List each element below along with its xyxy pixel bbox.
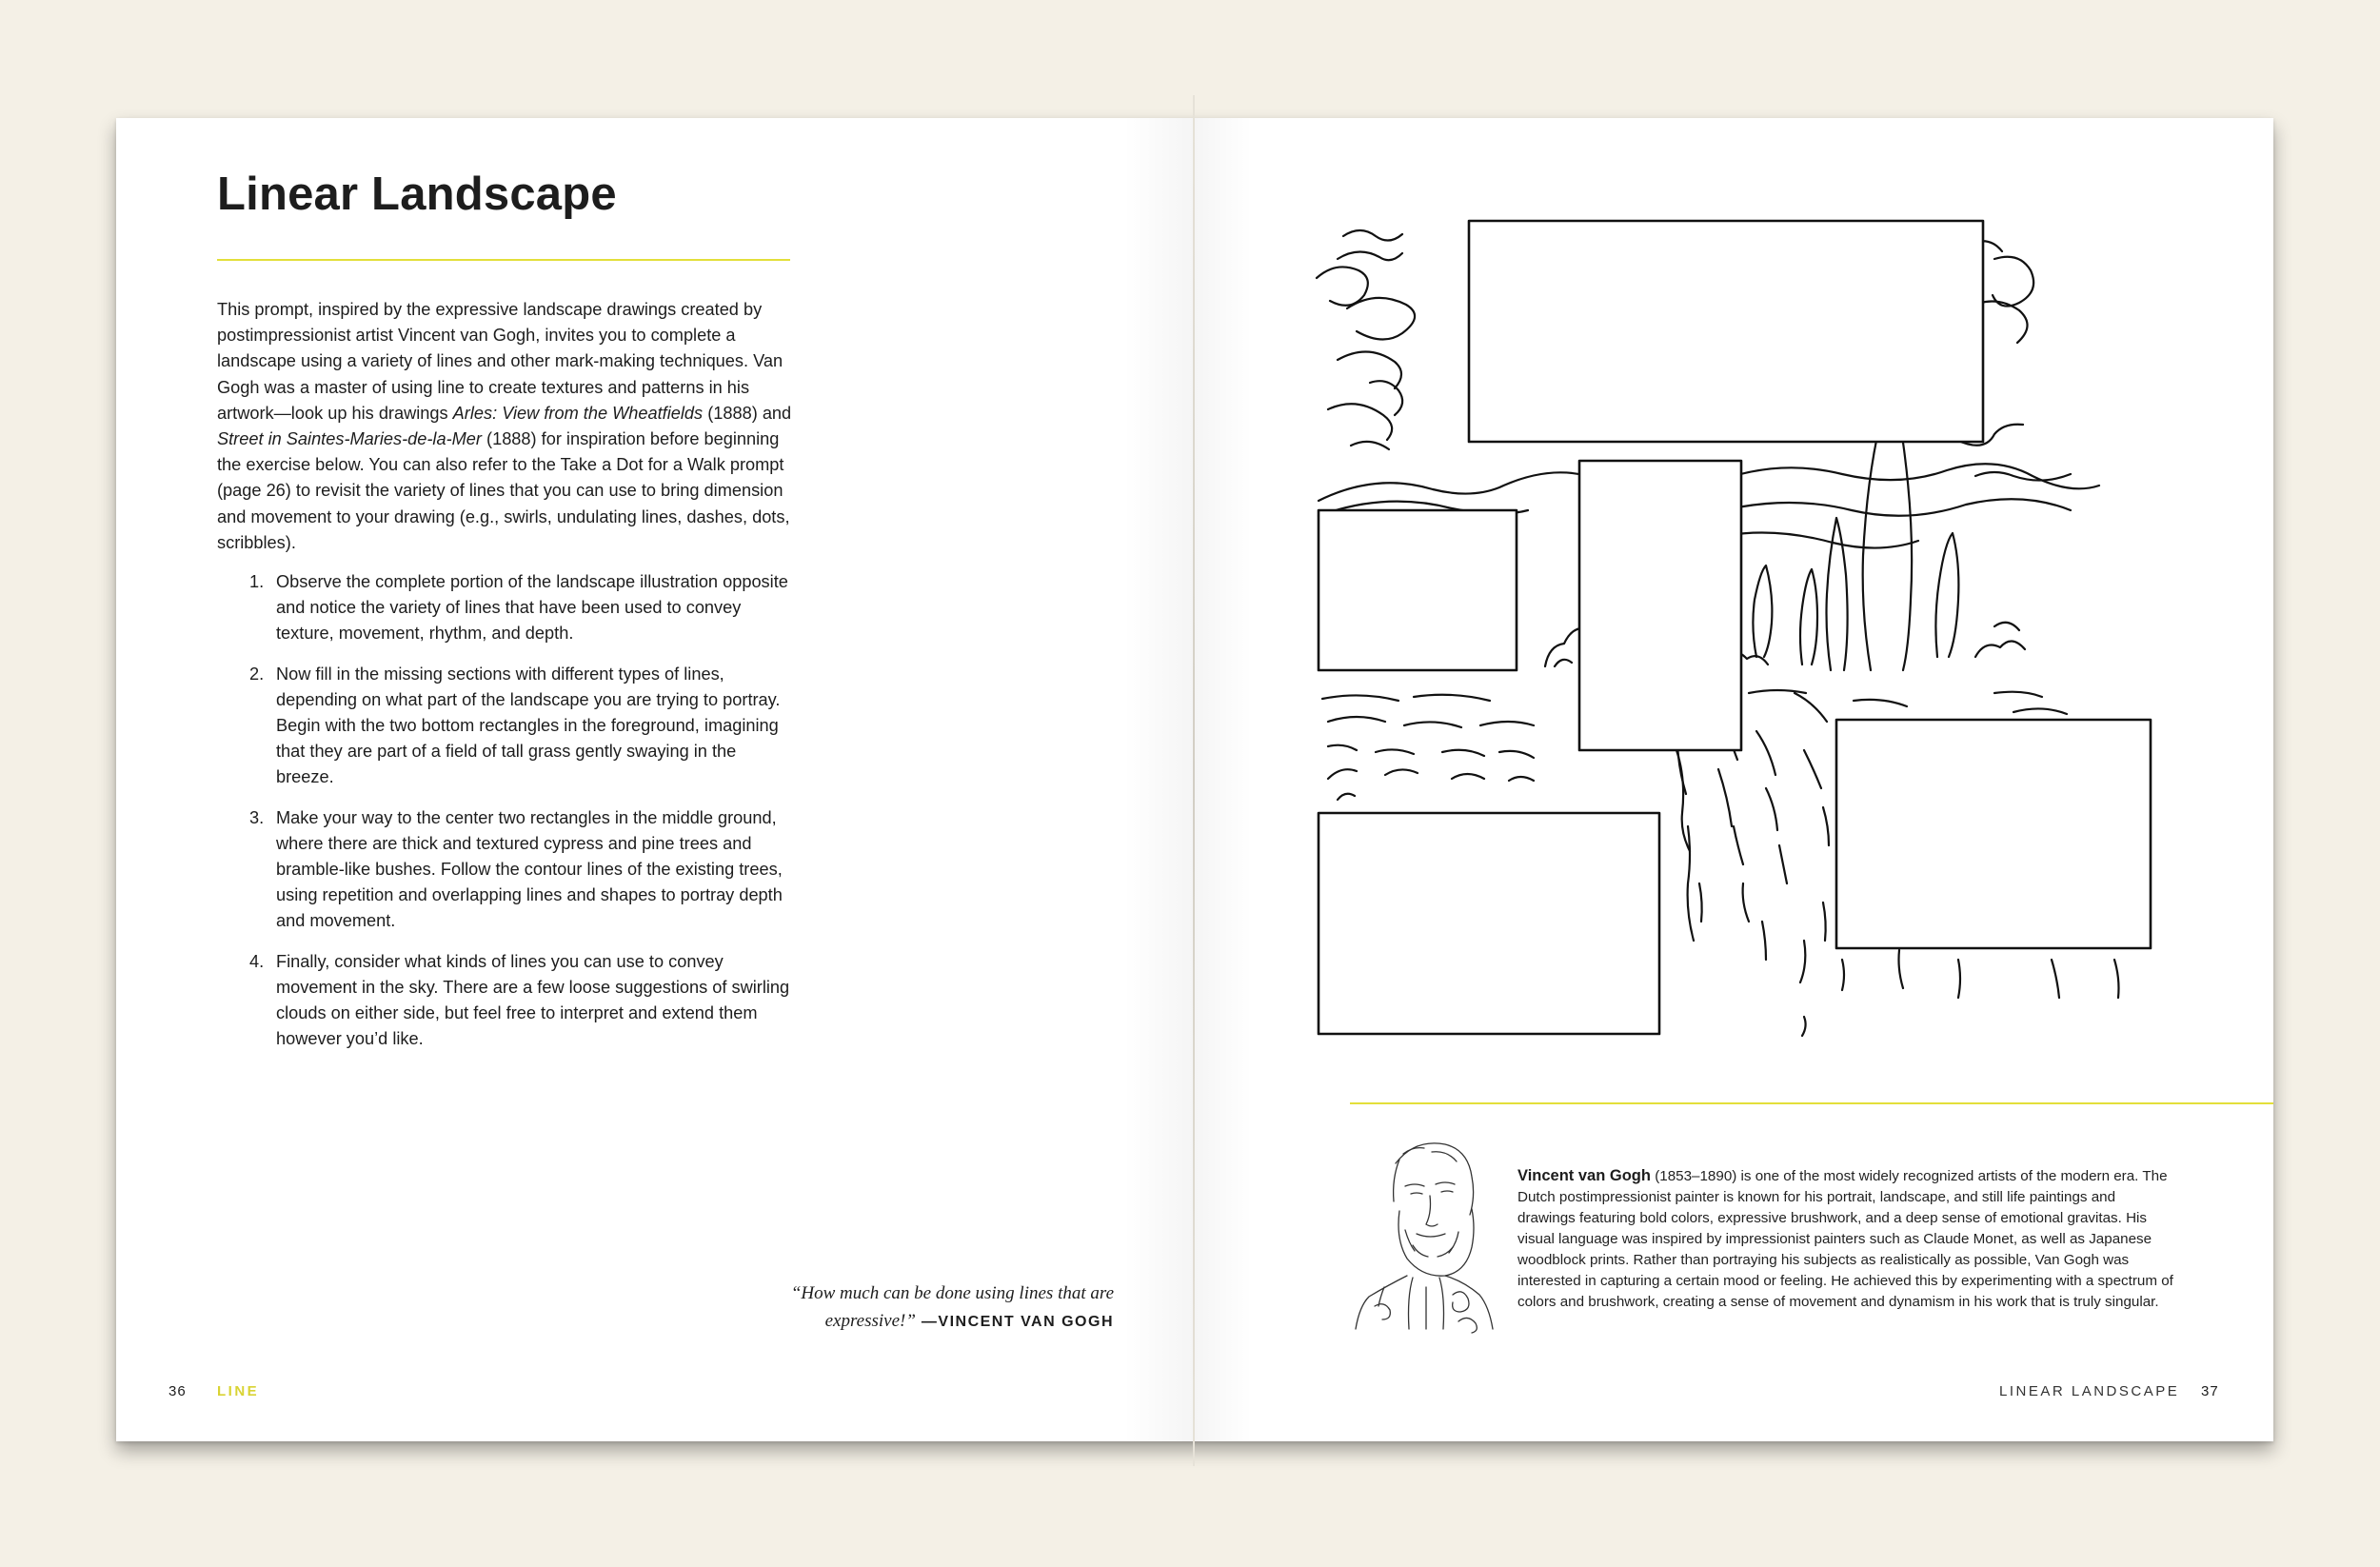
book-gutter — [1193, 95, 1195, 1466]
instruction-list — [249, 569, 794, 1066]
quote-line-1: “How much can be done using lines that are — [790, 1283, 1114, 1303]
quote-attribution: —VINCENT VAN GOGH — [915, 1314, 1114, 1330]
list-item — [249, 662, 794, 791]
pull-quote — [752, 1279, 1114, 1336]
step-text: Observe the complete portion of the landscape illustration opposite and notice the variety of lines that have been used to convey texture, movement, rhythm, and depth. — [276, 572, 788, 644]
blank-rectangle-sky — [1469, 221, 1983, 442]
step-number: 3. — [249, 807, 265, 827]
step-text: Now fill in the missing sections with different types of lines, depending on what part of the landscape you are trying to portray. Begin with the two bottom rectangles in the foreground, imagining that they are part of a field of tall grass gently swaying in the breeze. — [276, 664, 781, 787]
artist-bio — [1517, 1165, 2174, 1313]
section-label-right: LINEAR LANDSCAPE — [1999, 1383, 2180, 1399]
step-number: 4. — [249, 951, 265, 971]
step-text: Finally, consider what kinds of lines you can use to convey movement in the sky. There are a few loose suggestions of swirling clouds on either side, but feel free to interpret and extend them however you’d like. — [276, 951, 790, 1049]
blank-rectangle-left-middle — [1319, 510, 1517, 670]
blank-rectangle-left-bottom — [1319, 813, 1659, 1034]
artist-bio-text: (1853–1890) is one of the most widely recognized artists of the modern era. The Dutch postimpressionist painter is known for his portrait, landscape, and still life paintings and drawings featuring bold colors, expressive brushwork, and a deep sense of emotional gravitas. His visual language was inspired by impressionist painters such as Claude Monet, as well as Japanese woodblock prints. Rather than portraying his subjects as realistically as possible, Van Gogh was interested in capturing a certain mood or feeling. He achieved this by experimenting with a spectrum of colors and brushwork, creating a sense of movement and dynamism in his work that is truly singular. — [1517, 1168, 2173, 1310]
quote-line-2: expressive!” — [824, 1311, 916, 1331]
title-rule — [217, 259, 790, 261]
blank-rectangle-center-middle — [1579, 461, 1741, 750]
intro-text-3: (1888) for inspiration before beginning the exercise below. You can also refer to the Take a Dot for a Walk prompt (page 26) to revisit the variety of lines that you can use to bring dimension and movement to your drawing (e.g., swirls, undulating lines, dashes, dots, scribbles). — [217, 429, 790, 552]
artwork-title-1: Arles: View from the Wheatfields — [452, 403, 704, 423]
blank-rectangle-right-bottom — [1836, 720, 2151, 948]
list-item — [249, 949, 794, 1053]
step-text: Make your way to the center two rectangles in the middle ground, where there are thick and textured cypress and pine trees and bramble-like bushes. Follow the contour lines of the existing trees, using repetition and overlapping lines and shapes to portray depth and movement. — [276, 807, 783, 931]
list-item — [249, 805, 794, 935]
gutter-shadow-right — [1195, 118, 1252, 1441]
gutter-shadow-left — [1123, 118, 1193, 1441]
blank-rectangles — [1319, 221, 2151, 1034]
intro-text-2: (1888) and — [703, 403, 792, 423]
artist-name: Vincent van Gogh — [1517, 1167, 1651, 1184]
section-label-left: LINE — [217, 1383, 260, 1399]
artwork-title-2: Street in Saintes-Maries-de-la-Mer — [217, 429, 482, 449]
page-number-right: 37 — [2201, 1383, 2219, 1399]
sky-swirls-left — [1317, 230, 1415, 449]
intro-paragraph — [217, 297, 794, 556]
van-gogh-portrait — [1346, 1135, 1498, 1335]
bio-rule — [1350, 1102, 2273, 1104]
landscape-illustration — [1309, 217, 2166, 1055]
intro-text-1: This prompt, inspired by the expressive landscape drawings created by postimpressionist artist Vincent van Gogh, invites you to complete a landscape using a variety of lines and other mark-making techniques. Van Gogh was a master of using line to create textures and patterns in his artwork—look up his drawings — [217, 300, 783, 423]
step-number: 1. — [249, 572, 265, 591]
step-number: 2. — [249, 664, 265, 684]
page-title: Linear Landscape — [217, 169, 617, 220]
page-number-left: 36 — [169, 1383, 187, 1399]
list-item — [249, 569, 794, 647]
